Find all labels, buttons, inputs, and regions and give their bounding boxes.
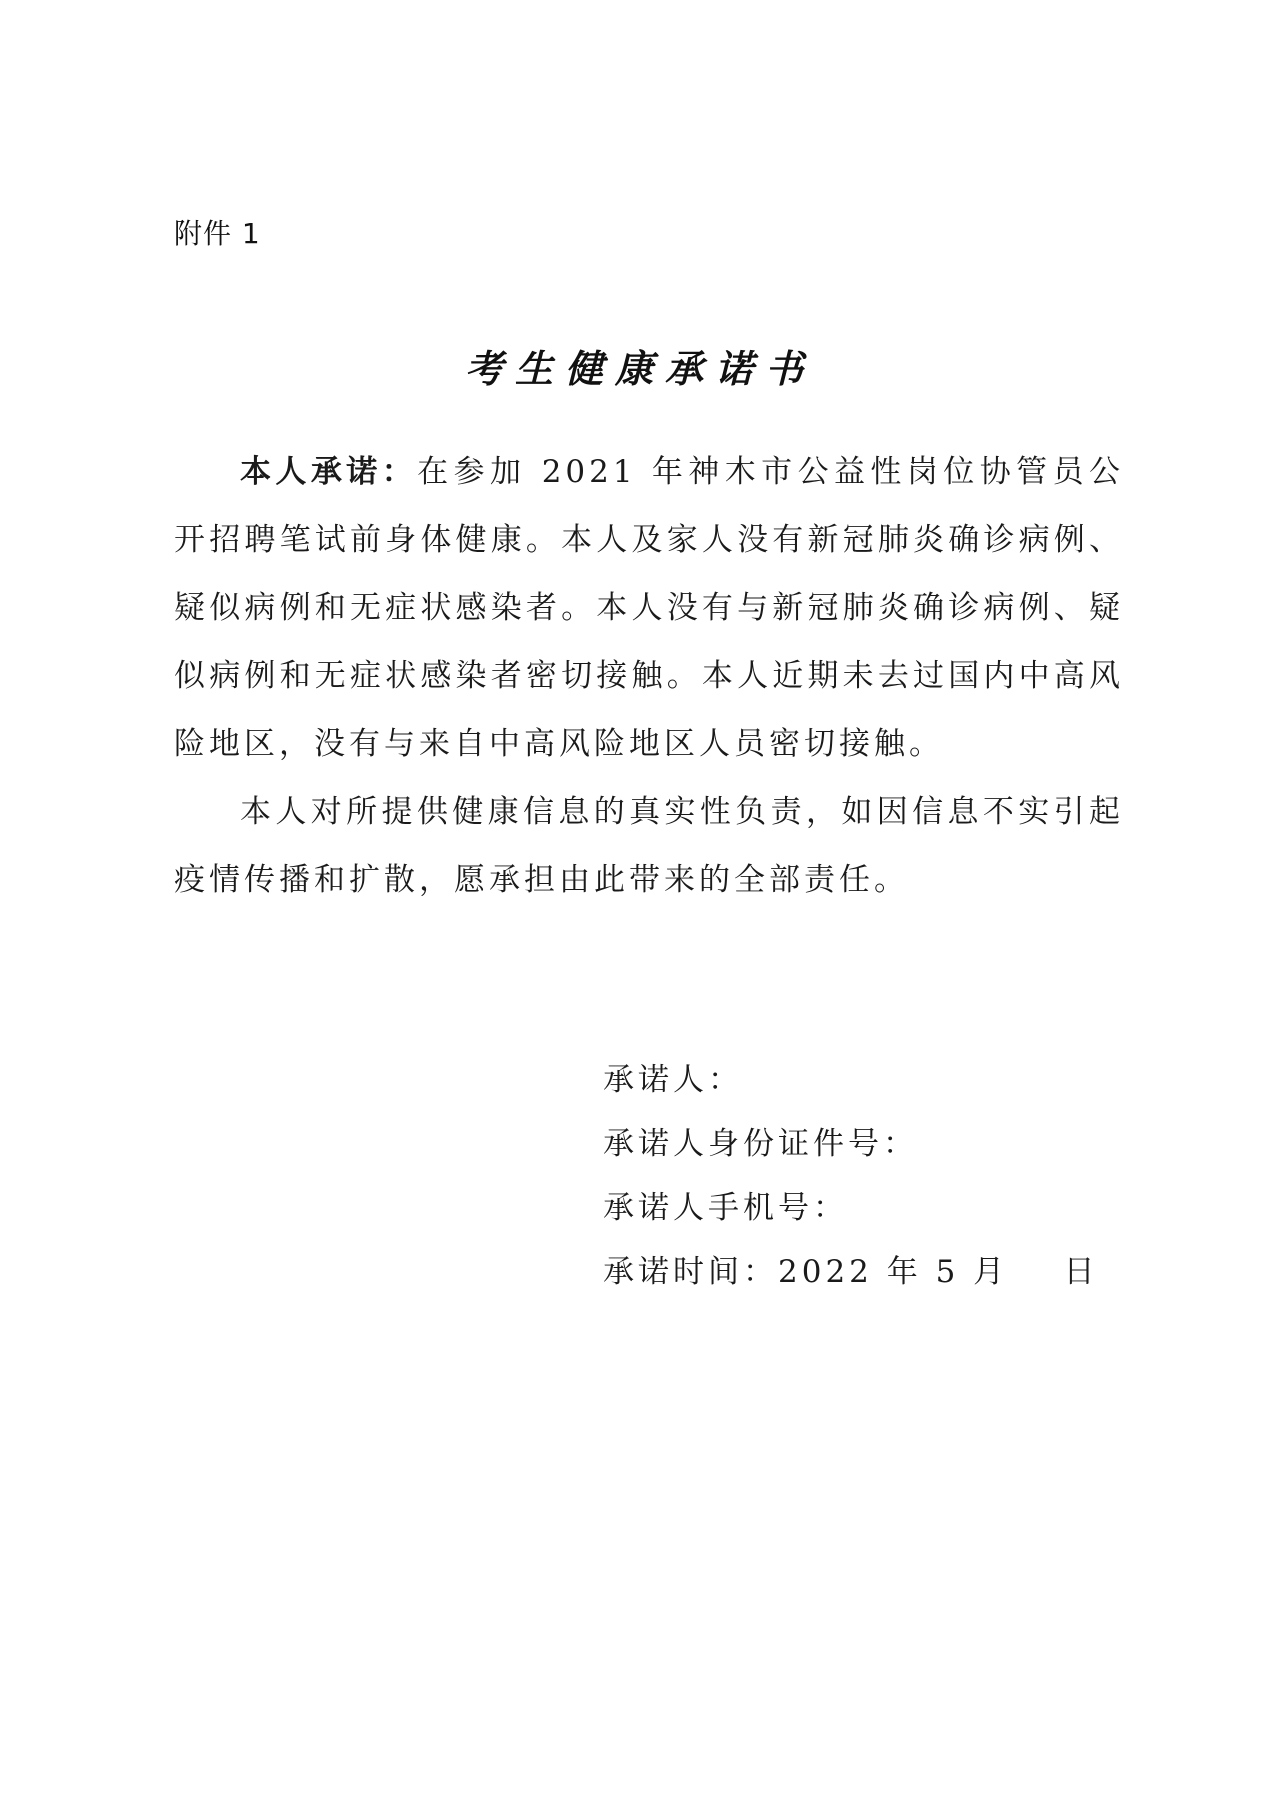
commitment-body [174,438,1124,914]
phone-line: 承诺人手机号： [603,1190,848,1226]
document-title: 考生健康承诺书 [464,346,815,391]
commitment-lead: 本人承诺： [240,454,418,490]
commitment-paragraph-1 [174,438,1124,778]
responsibility-paragraph: 本人对所提供健康信息的真实性负责，如因信息不实引起疫情传播和扩散，愿承担由此带来的全部责任。 [174,794,1124,898]
attachment-label: 附件 1 [174,217,261,250]
id-number-line: 承诺人身份证件号： [603,1126,918,1162]
date-line: 承诺时间：2022 年 5 月 日 [603,1254,1099,1290]
promiser-line: 承诺人： [603,1062,743,1098]
signature-block [603,1048,1163,1304]
commitment-text: 在参加 2021 年神木市公益性岗位协管员公开招聘笔试前身体健康。本人及家人没有新冠肺炎确诊病例、疑似病例和无症状感染者。本人没有与新冠肺炎确诊病例、疑似病例和无症状感染者密切接触。本人近期未去过国内中高风险地区，没有与来自中高风险地区人员密切接触。 [174,454,1124,762]
